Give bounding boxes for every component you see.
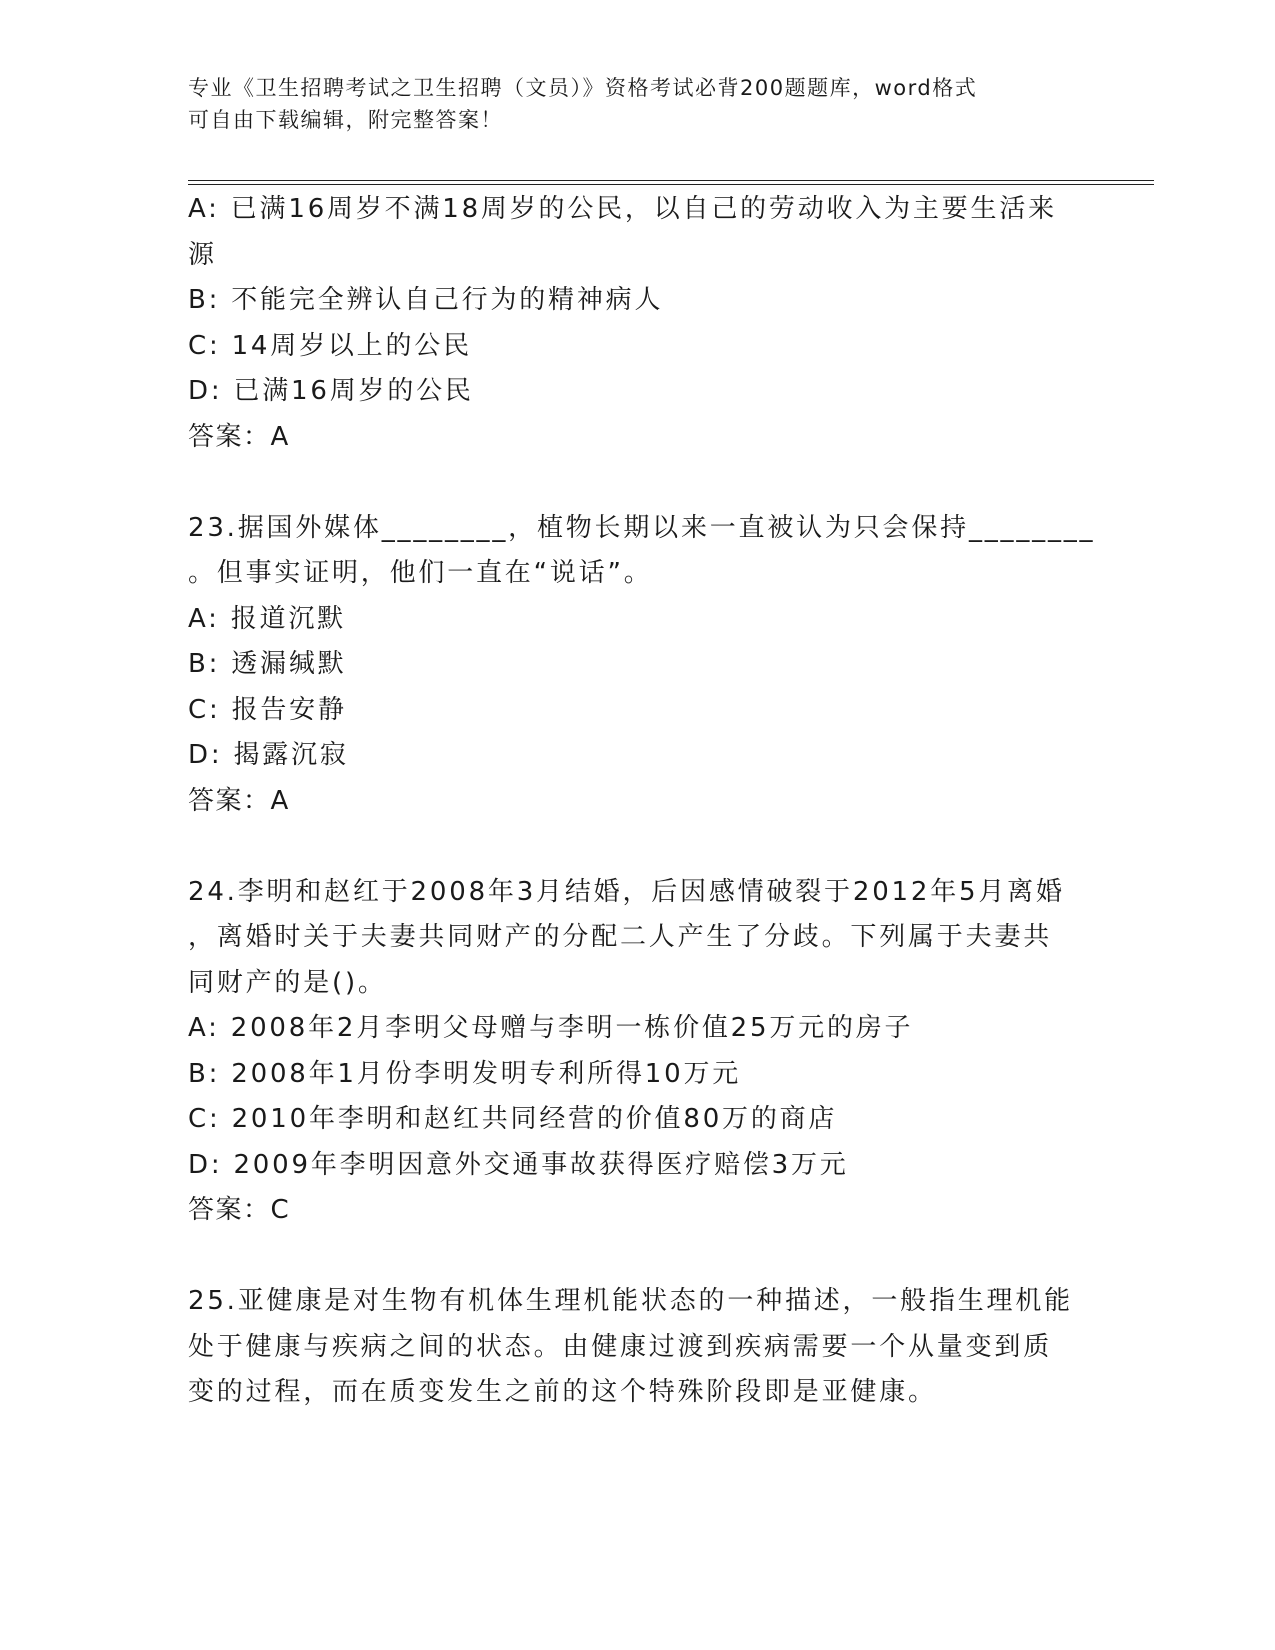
option-d: D: 揭露沉寂 <box>188 740 349 770</box>
option-b: B: 2008年1月份李明发明专利所得10万元 <box>188 1058 742 1089</box>
option-c: C: 14周岁以上的公民 <box>188 330 472 361</box>
question-stem-line-1: 23.据国外媒体________，植物长期以来一直被认为只会保持________ <box>188 512 1096 543</box>
question-22 <box>188 187 1088 460</box>
question-stem-line-2: 。但事实证明，他们一直在“说话”。 <box>188 558 653 588</box>
option-b: B: 透漏缄默 <box>188 649 347 679</box>
question-stem-line-2: ，离婚时关于夫妻共同财产的分配二人产生了分歧。下列属于夫妻共 <box>188 922 1053 952</box>
question-24 <box>188 870 1088 1234</box>
question-list <box>188 187 1096 1416</box>
question-23 <box>188 506 1096 825</box>
header-title-line-1: 专业《卫生招聘考试之卫生招聘（文员）》资格考试必背200题题库，word格式 <box>188 76 978 100</box>
header-rule-thick <box>188 180 1154 181</box>
question-stem-line-3: 变的过程，而在质变发生之前的这个特殊阶段即是亚健康。 <box>188 1377 937 1407</box>
answer: 答案：C <box>188 1195 291 1225</box>
option-b: B: 不能完全辨认自己行为的精神病人 <box>188 285 664 315</box>
option-a: A: 报道沉默 <box>188 603 346 634</box>
question-stem-line-1: 25.亚健康是对生物有机体生理机能状态的一种描述，一般指生理机能 <box>188 1286 1073 1316</box>
header-rule-thin <box>188 184 1154 185</box>
option-a: A: 2008年2月李明父母赠与李明一栋价值25万元的房子 <box>188 1013 914 1043</box>
option-a-line-1: A: 已满16周岁不满18周岁的公民，以自己的劳动收入为主要生活来 <box>188 194 1057 224</box>
option-c: C: 报告安静 <box>188 694 347 725</box>
question-stem-line-3: 同财产的是()。 <box>188 967 387 998</box>
header-title-line-2: 可自由下载编辑，附完整答案！ <box>188 108 503 132</box>
spacer <box>188 460 1088 506</box>
spacer <box>188 1234 1088 1280</box>
option-d: D: 2009年李明因意外交通事故获得医疗赔偿3万元 <box>188 1149 849 1180</box>
question-25 <box>188 1279 1088 1416</box>
page-header <box>188 72 1068 136</box>
option-a-line-2: 源 <box>188 239 217 270</box>
option-c: C: 2010年李明和赵红共同经营的价值80万的商店 <box>188 1104 838 1134</box>
option-d: D: 已满16周岁的公民 <box>188 376 474 406</box>
answer: 答案：A <box>188 785 290 816</box>
spacer <box>188 824 1088 870</box>
question-stem-line-2: 处于健康与疾病之间的状态。由健康过渡到疾病需要一个从量变到质 <box>188 1331 1053 1362</box>
answer: 答案：A <box>188 421 290 452</box>
question-stem-line-1: 24.李明和赵红于2008年3月结婚，后因感情破裂于2012年5月离婚 <box>188 876 1065 907</box>
